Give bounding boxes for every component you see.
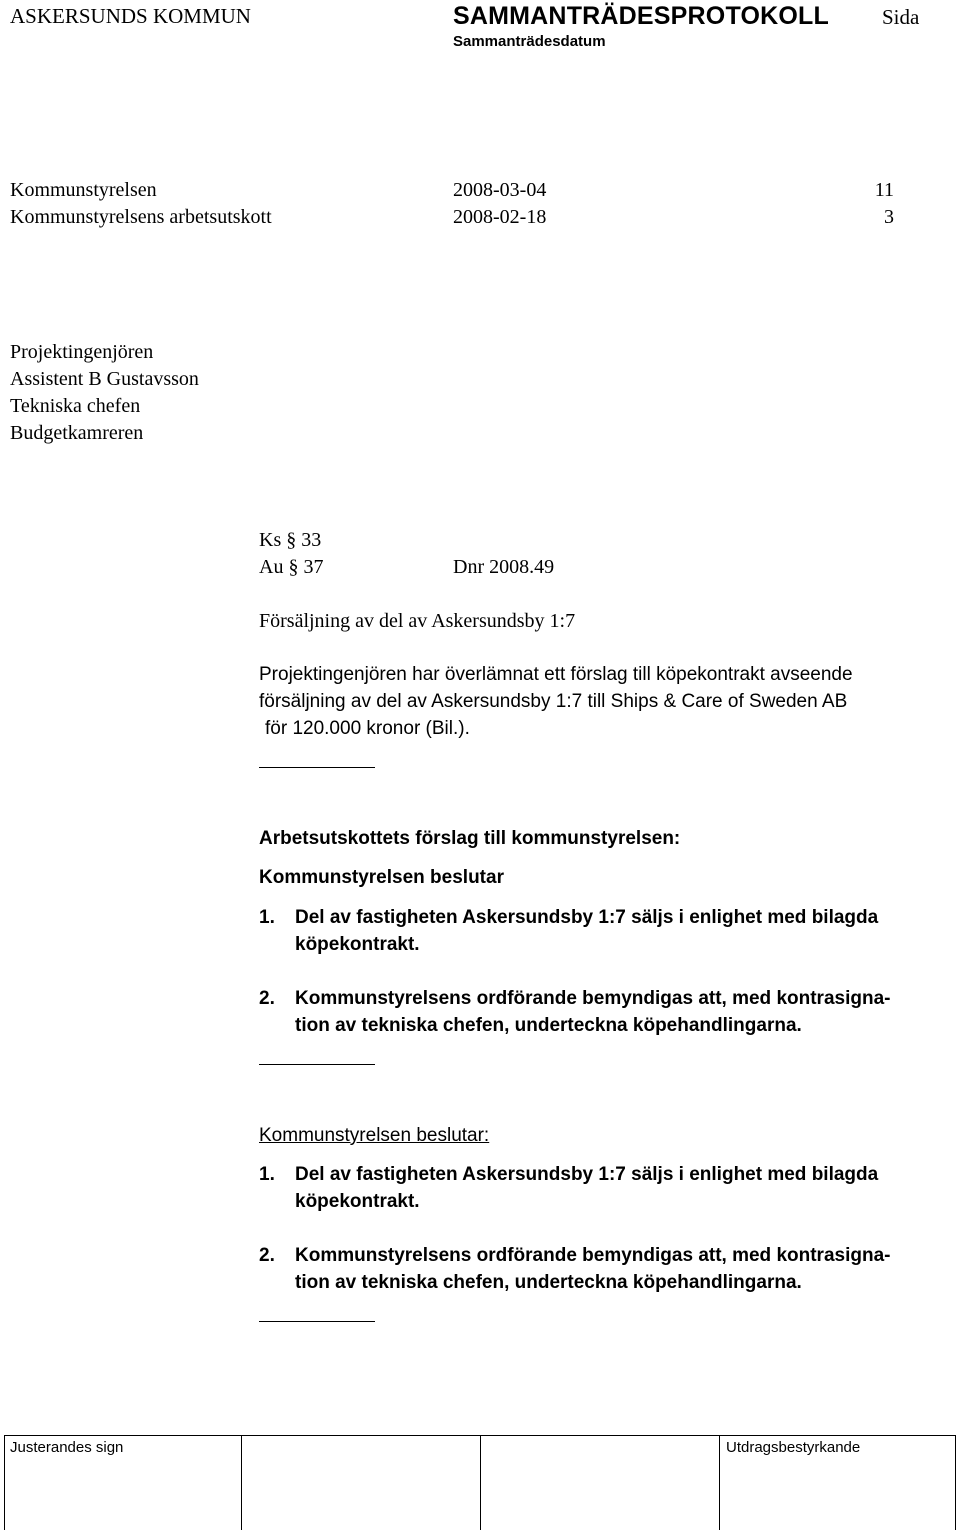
item-text: Kommunstyrelsens ordförande bemyndigas att, med kontrasigna- tion av tekniska chefen, underteckna köpehandlingarna. [295,988,891,1036]
adjusters-sign-label: Justerandes sign [10,1439,124,1456]
item-number: 2. [259,1245,275,1266]
recipient: Budgetkamreren [10,422,144,444]
meeting-date: 2008-03-04 [453,179,547,201]
meeting-row-ks [10,177,900,204]
meeting-page: 3 [884,206,894,228]
separator-rule [259,767,375,768]
item-number: 1. [259,1164,275,1185]
recipient-list [10,339,199,447]
recipient: Tekniska chefen [10,395,141,417]
proposal-item [259,904,959,958]
au-paragraph-ref: Au § 37 [259,556,324,578]
separator-rule [259,1064,375,1065]
item-number: 1. [259,907,275,928]
section-title: Försäljning av del av Askersundsby 1:7 [259,610,576,632]
decision-item [259,1242,959,1296]
meeting-row-au [10,204,900,231]
diary-number: Dnr 2008.49 [453,556,555,578]
municipality-name: ASKERSUNDS KOMMUN [10,4,251,28]
signature-cell [480,1436,720,1530]
section-body-line: försäljning av del av Askersundsby 1:7 till Ships & Care of Sweden AB [259,691,848,712]
item-text: Del av fastigheten Askersundsby 1:7 säljs i enlighet med bilagda köpekontrakt. [295,1164,879,1212]
proposal-heading: Arbetsutskottets förslag till kommunstyrelsen: [259,828,681,849]
extract-certification-label: Utdragsbestyrkande [726,1439,861,1456]
ks-paragraph-ref: Ks § 33 [259,529,322,551]
section-body-line: för 120.000 kronor (Bil.). [265,718,470,739]
item-text: Kommunstyrelsens ordförande bemyndigas att, med kontrasigna- tion av tekniska chefen, underteckna köpehandlingarna. [295,1245,891,1293]
meeting-date-label: Sammanträdesdatum [453,33,606,50]
meeting-page: 11 [874,179,894,201]
proposal-item [259,985,959,1039]
document-type-title: SAMMANTRÄDESPROTOKOLL [453,2,829,30]
signature-footer-table [4,1435,956,1530]
page-label: Sida [882,5,920,29]
proposal-decides: Kommunstyrelsen beslutar [259,867,504,888]
separator-rule [259,1321,375,1322]
item-number: 2. [259,988,275,1009]
decision-heading: Kommunstyrelsen beslutar: [259,1125,490,1146]
decision-item [259,1161,959,1215]
section-body-line: Projektingenjören har överlämnat ett förslag till köpekontrakt avseende [259,664,853,685]
recipient: Assistent B Gustavsson [10,368,199,390]
recipient: Projektingenjören [10,341,154,363]
meeting-body: Kommunstyrelsen [10,179,157,201]
meeting-date: 2008-02-18 [453,206,547,228]
signature-cell [241,1436,481,1530]
meeting-body: Kommunstyrelsens arbetsutskott [10,206,272,228]
item-text: Del av fastigheten Askersundsby 1:7 säljs i enlighet med bilagda köpekontrakt. [295,907,879,955]
